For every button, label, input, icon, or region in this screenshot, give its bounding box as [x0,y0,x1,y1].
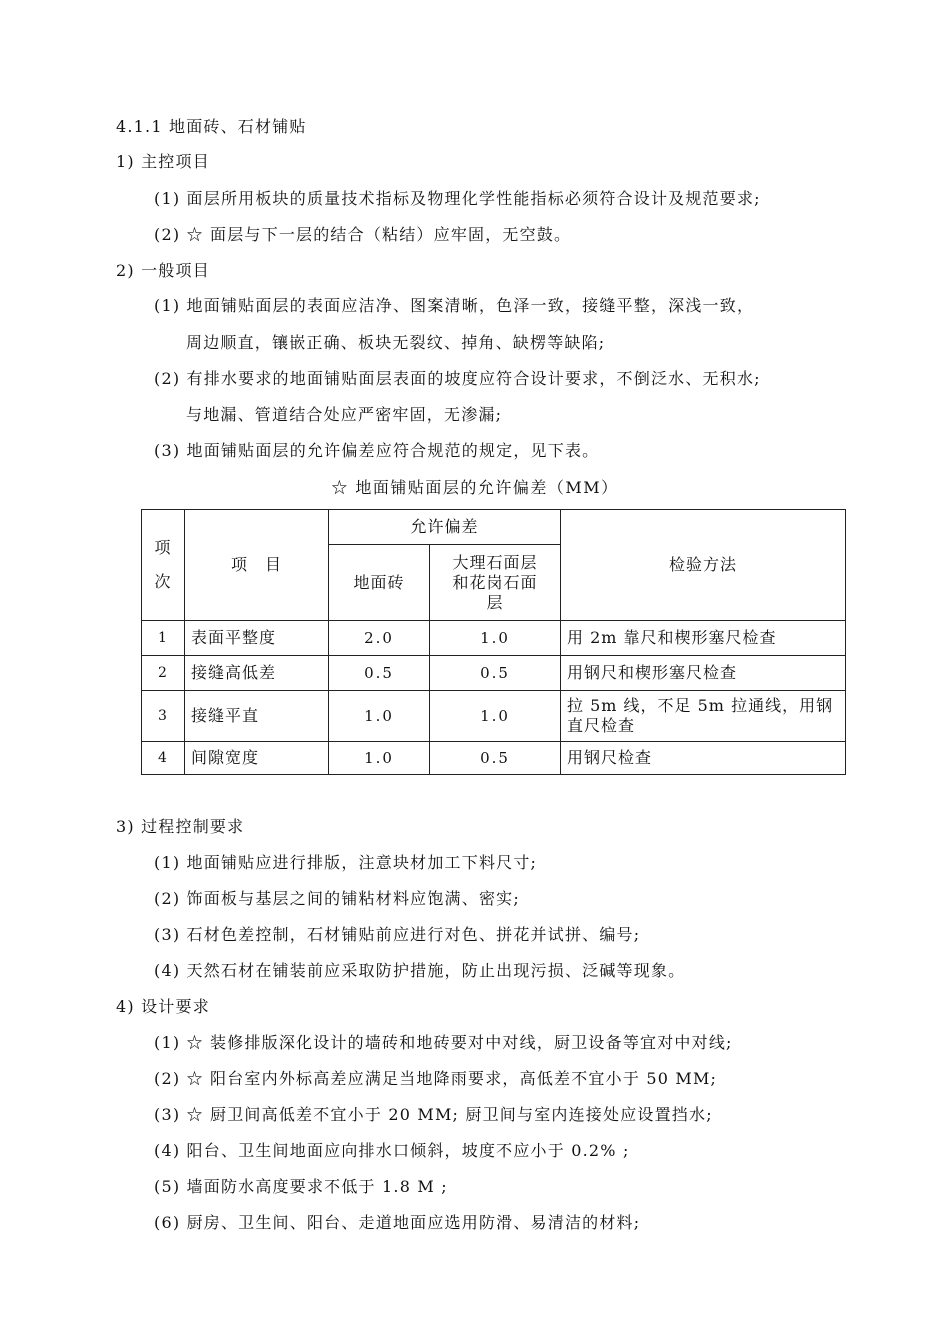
general-item-2-line-2: 与地漏、管道结合处应严密牢固，无渗漏; [186,405,503,424]
process-item-2: (2) 饰面板与基层之间的铺粘材料应饱满、密实; [154,889,520,908]
row-floor-tile: 2.0 [329,621,430,656]
general-item-3: (3) 地面铺贴面层的允许偏差应符合规范的规定，见下表。 [154,441,600,460]
design-title: 4) 设计要求 [116,997,210,1016]
row-index: 4 [142,742,185,775]
design-item-1: (1) ☆ 装修排版深化设计的墙砖和地砖要对中对线，厨卫设备等宜对中对线; [154,1033,733,1052]
row-marble: 1.0 [430,691,561,742]
header-index [142,510,185,621]
header-marble-line-3: 层 [486,592,504,612]
design-item-5: (5) 墙面防水高度要求不低于 1.8 M ; [154,1177,448,1196]
row-item: 间隙宽度 [185,742,329,775]
row-marble: 0.5 [430,742,561,775]
process-item-4: (4) 天然石材在铺装前应采取防护措施，防止出现污损、泛碱等现象。 [154,961,686,980]
process-item-1: (1) 地面铺贴应进行排版，注意块材加工下料尺寸; [154,853,538,872]
table-row [142,656,846,691]
row-item: 接缝高低差 [185,656,329,691]
header-marble-line-1: 大理石面层 [452,552,538,572]
header-allowed: 允许偏差 [329,510,561,545]
general-item-1-line-2: 周边顺直，镶嵌正确、板块无裂纹、掉角、缺楞等缺陷; [186,333,606,352]
main-control-item-1: (1) 面层所用板块的质量技术指标及物理化学性能指标必须符合设计及规范要求; [154,189,761,208]
row-method-line-2: 直尺检查 [567,716,636,735]
process-title: 3) 过程控制要求 [116,817,245,836]
row-index: 3 [142,691,185,742]
row-method [561,621,846,656]
table-caption: ☆ 地面铺贴面层的允许偏差（MM） [331,478,619,497]
row-method [561,742,846,775]
row-method-line-1: 用钢尺检查 [567,748,653,767]
general-item-2-line-1: (2) 有排水要求的地面铺贴面层表面的坡度应符合设计要求，不倒泛水、无积水; [154,369,761,388]
general-title: 2) 一般项目 [116,261,210,280]
header-index-bottom: 次 [154,572,172,591]
header-floor-tile: 地面砖 [329,545,430,621]
table-header-row [142,510,846,545]
row-index: 2 [142,656,185,691]
row-method-line-1: 用钢尺和楔形塞尺检查 [567,663,738,682]
table-row [142,621,846,656]
header-item: 项 目 [185,510,329,621]
section-heading: 4.1.1 地面砖、石材铺贴 [116,117,307,136]
row-method [561,656,846,691]
row-item: 表面平整度 [185,621,329,656]
header-method: 检验方法 [561,510,846,621]
design-item-2: (2) ☆ 阳台室内外标高差应满足当地降雨要求，高低差不宜小于 50 MM; [154,1069,718,1088]
row-floor-tile: 1.0 [329,691,430,742]
row-floor-tile: 0.5 [329,656,430,691]
header-index-top: 项 [154,538,172,557]
row-marble: 0.5 [430,656,561,691]
header-marble-line-2: 和花岗石面 [452,572,538,592]
tolerance-table [141,509,846,775]
main-control-title: 1) 主控项目 [116,152,210,171]
row-marble: 1.0 [430,621,561,656]
row-method-line-1: 用 2m 靠尺和楔形塞尺检查 [567,628,777,647]
main-control-item-2: (2) ☆ 面层与下一层的结合（粘结）应牢固，无空鼓。 [154,225,572,244]
row-item: 接缝平直 [185,691,329,742]
row-floor-tile: 1.0 [329,742,430,775]
design-item-3: (3) ☆ 厨卫间高低差不宜小于 20 MM; 厨卫间与室内连接处应设置挡水; [154,1105,713,1124]
design-item-6: (6) 厨房、卫生间、阳台、走道地面应选用防滑、易清洁的材料; [154,1213,641,1232]
header-marble [430,545,561,621]
row-method [561,691,846,742]
general-item-1-line-1: (1) 地面铺贴面层的表面应洁净、图案清晰，色泽一致，接缝平整，深浅一致， [154,296,755,315]
design-item-4: (4) 阳台、卫生间地面应向排水口倾斜，坡度不应小于 0.2% ; [154,1141,630,1160]
table-row [142,691,846,742]
row-method-line-1: 拉 5m 线，不足 5m 拉通线，用钢 [567,696,834,715]
row-index: 1 [142,621,185,656]
table-row [142,742,846,775]
process-item-3: (3) 石材色差控制，石材铺贴前应进行对色、拼花并试拼、编号; [154,925,641,944]
